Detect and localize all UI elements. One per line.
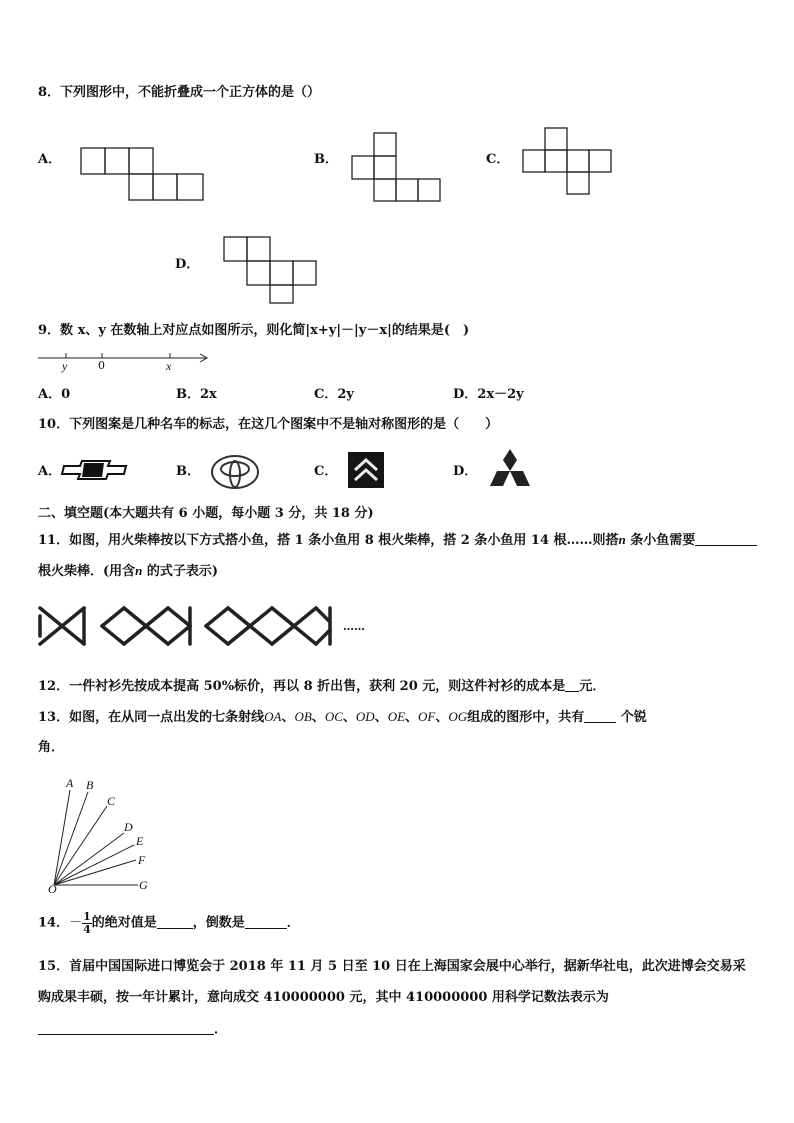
- q14-fraction: [82, 911, 92, 935]
- q11-var-n: n: [618, 532, 626, 547]
- q11-text-d: 的式子表示): [142, 564, 219, 579]
- axis-label-x: x: [166, 359, 172, 373]
- seven-rays-figure: [0, 0, 1, 1]
- ray-oa: OA: [264, 709, 282, 724]
- q13-text-a: 13．如图，在从同一点出发的七条射线: [38, 710, 265, 725]
- q14-sign: －: [69, 915, 83, 931]
- q14-text-b: ，倒数是: [192, 915, 245, 931]
- q14-denominator: 4: [83, 922, 91, 936]
- q11-var-n-2: n: [135, 563, 143, 578]
- point-label-o: O: [48, 882, 57, 896]
- q13-line2: 角．: [38, 740, 65, 755]
- q11-line2: [38, 564, 218, 578]
- sep: 、: [435, 710, 449, 725]
- q10-label-b: B．: [176, 464, 200, 479]
- q12-text-b: 元．: [579, 679, 606, 694]
- axis-label-y: y: [62, 359, 68, 373]
- ray-oc: OC: [324, 709, 343, 724]
- q11-text-b: 条小鱼需要: [625, 533, 696, 548]
- q15-line3: [38, 1022, 227, 1036]
- q9-stem: 9．数 x、y 在数轴上对应点如图所示，则化简|x+y|－|y－x|的结果是( ): [38, 323, 470, 338]
- q8-label-c: C．: [486, 152, 510, 167]
- q10-label-c: C．: [314, 464, 338, 479]
- ray-of: OF: [418, 709, 436, 724]
- q13-text-c: 个锐: [616, 710, 647, 725]
- q10-stem: 10．下列图案是几种名车的标志，在这几个图案中不是轴对称图形的是（ ）: [38, 417, 499, 432]
- point-label-f: F: [138, 853, 146, 867]
- q11-text-a: 11．如图，用火柴棒按以下方式搭小鱼，搭 1 条小鱼用 8 根火柴棒，搭 2 条小鱼用 14 根……则搭: [38, 533, 619, 548]
- q15-end: ．: [214, 1022, 228, 1037]
- ray-od: OD: [355, 709, 375, 724]
- q9-option-d: D．2x－2y: [453, 387, 524, 402]
- q12-answer-blank[interactable]: [565, 679, 579, 692]
- q14-prefix: 14．: [38, 915, 70, 931]
- q8-label-b: B．: [314, 152, 338, 167]
- point-label-e: E: [136, 834, 144, 848]
- q12-line: [38, 679, 605, 693]
- q11-line1: [38, 533, 757, 547]
- q14-reciprocal-blank[interactable]: [245, 916, 287, 929]
- q13-answer-blank[interactable]: [584, 710, 616, 723]
- ray-ob: OB: [294, 709, 312, 724]
- q11-ellipsis: ……: [343, 620, 365, 633]
- section-2-heading: 二、填空题(本大题共有 6 小题，每小题 3 分，共 18 分): [38, 506, 374, 521]
- q9-option-a: A．0: [38, 387, 71, 402]
- q10-label-a: A．: [38, 464, 62, 479]
- q15-line1: 15．首届中国国际进口博览会于 2018 年 11 月 5 日至 10 日在上海国家会展中心举行，据新华社电，此次进博会交易采: [38, 959, 746, 974]
- q14-numerator: 1: [83, 910, 91, 923]
- q8-label-d: D．: [175, 257, 200, 272]
- q15-answer-blank[interactable]: [38, 1022, 214, 1035]
- point-label-c: C: [107, 794, 116, 808]
- q9-option-c: C．2y: [314, 387, 354, 402]
- q13-text-b: 组成的图形中，共有: [467, 710, 585, 725]
- q14-line: [38, 911, 300, 935]
- sep: 、: [281, 710, 295, 725]
- sep: 、: [342, 710, 356, 725]
- ray-og: OG: [448, 709, 468, 724]
- q12-text-a: 12．一件衬衫先按成本提高 50%标价，再以 8 折出售，获利 20 元，则这件衬衫的成本是: [38, 679, 566, 694]
- point-label-d: D: [124, 820, 133, 834]
- q11-answer-blank[interactable]: [695, 533, 757, 546]
- sep: 、: [311, 710, 325, 725]
- q9-option-b: B．2x: [176, 387, 217, 402]
- q11-text-c: 根火柴棒．(用含: [38, 564, 136, 579]
- point-label-b: B: [86, 778, 94, 792]
- q14-abs-blank[interactable]: [157, 916, 193, 929]
- sep: 、: [405, 710, 419, 725]
- ray-oe: OE: [387, 709, 406, 724]
- q10-label-d: D．: [453, 464, 478, 479]
- point-label-a: A: [66, 776, 74, 790]
- axis-label-zero: 0: [98, 359, 105, 372]
- q8-stem: 8．下列图形中，不能折叠成一个正方体的是（）: [38, 85, 321, 100]
- q8-label-a: A．: [38, 152, 62, 167]
- q13-line1: [38, 710, 647, 724]
- sep: 、: [374, 710, 388, 725]
- q14-text-a: 的绝对值是: [91, 915, 157, 931]
- point-label-g: G: [139, 878, 148, 892]
- q14-text-c: ．: [286, 915, 300, 931]
- q15-line2: 购成果丰硕，按一年计累计，意向成交 410000000 元，其中 410000000 用科学记数法表示为: [38, 990, 609, 1005]
